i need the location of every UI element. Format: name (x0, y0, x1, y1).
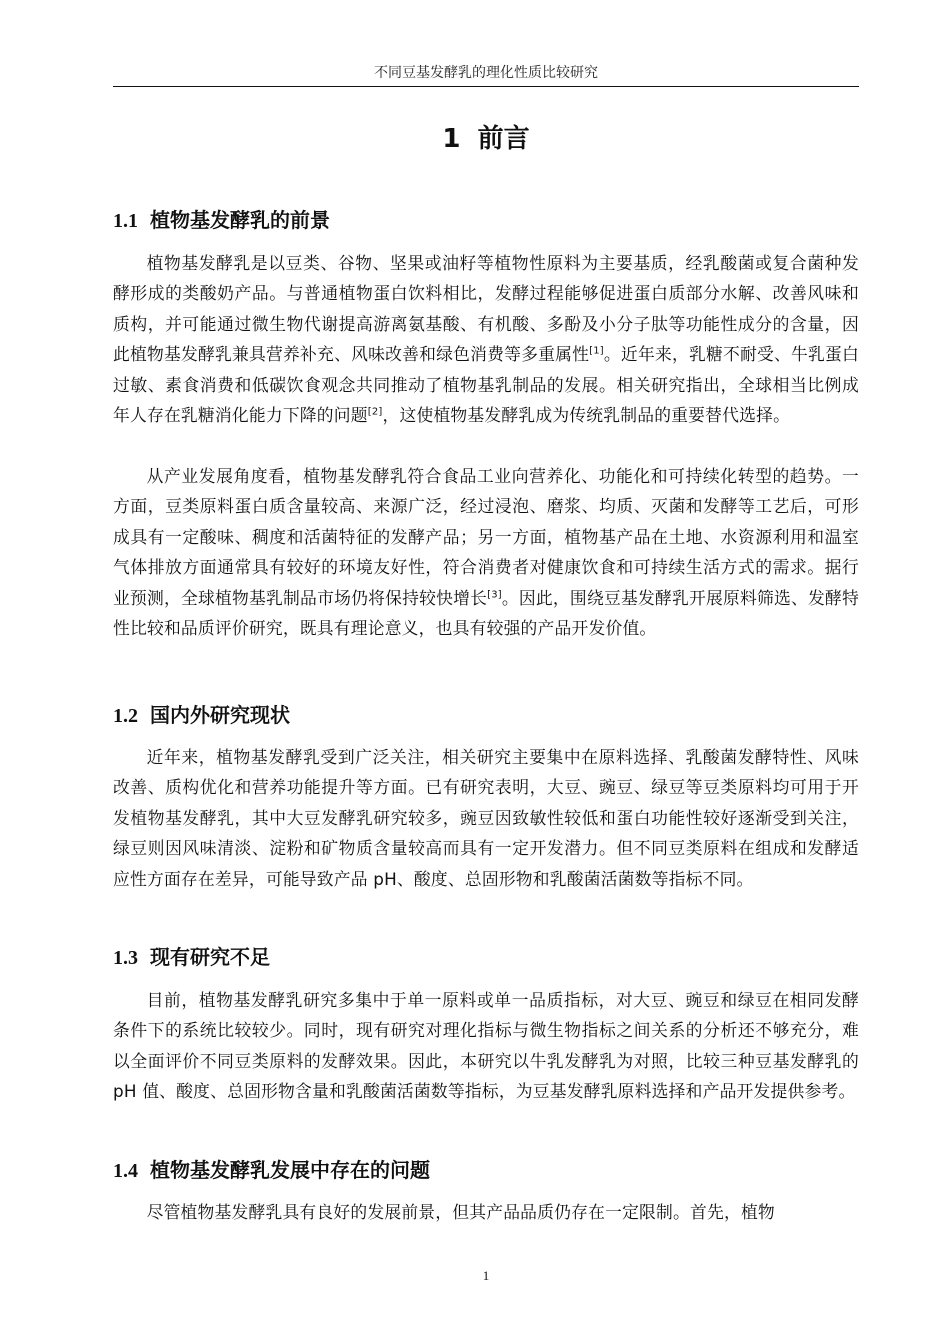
section-number: 1.1 (113, 210, 138, 232)
paragraph-text: 植物基发酵乳是以豆类、谷物、坚果或油籽等植物性原料为主要基质，经乳酸菌或复合菌种发酵形成的类酸奶产品。与普通植物蛋白饮料相比，发酵过程能够促进蛋白质部分水解、改善风味和质构，并可能通过微生物代谢提高游离氨基酸、有机酸、多酚及小分子肽等功能性成分的含量，因此植物基发酵乳兼具营养补充、风味改善和绿色消费等多重属性 (113, 253, 859, 365)
section-title-1-3 (113, 941, 859, 970)
paragraph-text: 近年来，植物基发酵乳受到广泛关注，相关研究主要集中在原料选择、乳酸菌发酵特性、风味改善、质构优化和营养功能提升等方面。已有研究表明，大豆、豌豆、绿豆等豆类原料均可用于开发植物基发酵乳，其中大豆发酵乳研究较多，豌豆因致敏性较低和蛋白功能性较好逐渐受到关注，绿豆则因风味清淡、淀粉和矿物质含量较高而具有一定开发潜力。但不同豆类原料在组成和发酵适应性方面存在差异，可能导致产品 pH、酸度、总固形物和乳酸菌活菌数等指标不同。 (113, 747, 859, 889)
section-heading: 国内外研究现状 (150, 703, 290, 727)
paragraph-text: 从产业发展角度看，植物基发酵乳符合食品工业向营养化、功能化和可持续化转型的趋势。一方面，豆类原料蛋白质含量较高、来源广泛，经过浸泡、磨浆、均质、灭菌和发酵等工艺后，可形成具有一定酸味、稠度和活菌特征的发酵产品；另一方面，植物基产品在土地、水资源利用和温室气体排放方面通常具有较好的环境友好性，符合消费者对健康饮食和可持续生活方式的需求。据行业预测，全球植物基乳制品市场仍将保持较快增长 (113, 466, 859, 608)
paragraph-text: ，这使植物基发酵乳成为传统乳制品的重要替代选择。 (382, 405, 791, 426)
citation-ref: [1] (589, 345, 604, 357)
citation-ref: [2] (367, 406, 383, 418)
paragraph-1-1-1 (113, 248, 859, 430)
running-header: 不同豆基发酵乳的理化性质比较研究 (374, 66, 598, 81)
citation-ref: [3] (487, 589, 502, 601)
section-heading: 现有研究不足 (150, 945, 270, 969)
paragraph-1-3-1 (113, 985, 859, 1107)
section-title-1-2 (113, 699, 859, 728)
paragraph-1-4-1 (113, 1197, 859, 1227)
section-title-1-1 (113, 204, 859, 233)
section-number: 1.3 (113, 947, 138, 969)
chapter-number: 1 (442, 124, 461, 154)
section-heading: 植物基发酵乳的前景 (150, 208, 330, 232)
paragraph-text: 尽管植物基发酵乳具有良好的发展前景，但其产品品质仍存在一定限制。首先，植物 (146, 1202, 775, 1222)
paragraph-text: 。因此，围绕豆基发酵乳开展原料筛选、发酵特性比较和品质评价研究，既具有理论意义，也具有较强的产品开发价值。 (113, 587, 860, 639)
paragraph-1-2-1 (113, 742, 859, 894)
chapter-title (113, 118, 859, 155)
section-number: 1.2 (113, 705, 138, 727)
paragraph-text: 目前，植物基发酵乳研究多集中于单一原料或单一品质指标，对大豆、豌豆和绿豆在相同发酵条件下的系统比较较少。同时，现有研究对理化指标与微生物指标之间关系的分析还不够充分，难以全面评价不同豆类原料的发酵效果。因此，本研究以牛乳发酵乳为对照，比较三种豆基发酵乳的 pH 值、酸度、总固形物含量和乳酸菌活菌数等指标，为豆基发酵乳原料选择和产品开发提供参考。 (113, 990, 859, 1102)
paragraph-text: 。近年来，乳糖不耐受、牛乳蛋白过敏、素食消费和低碳饮食观念共同推动了植物基乳制品的发展。相关研究指出，全球相当比例成年人存在乳糖消化能力下降的问题 (113, 344, 859, 426)
header-rule (113, 86, 859, 87)
section-title-1-4 (113, 1154, 859, 1183)
page-number: 1 (482, 1268, 490, 1283)
chapter-heading: 前言 (477, 124, 530, 154)
paragraph-1-1-2 (113, 461, 859, 643)
section-number: 1.4 (113, 1160, 138, 1182)
section-heading: 植物基发酵乳发展中存在的问题 (150, 1158, 430, 1182)
